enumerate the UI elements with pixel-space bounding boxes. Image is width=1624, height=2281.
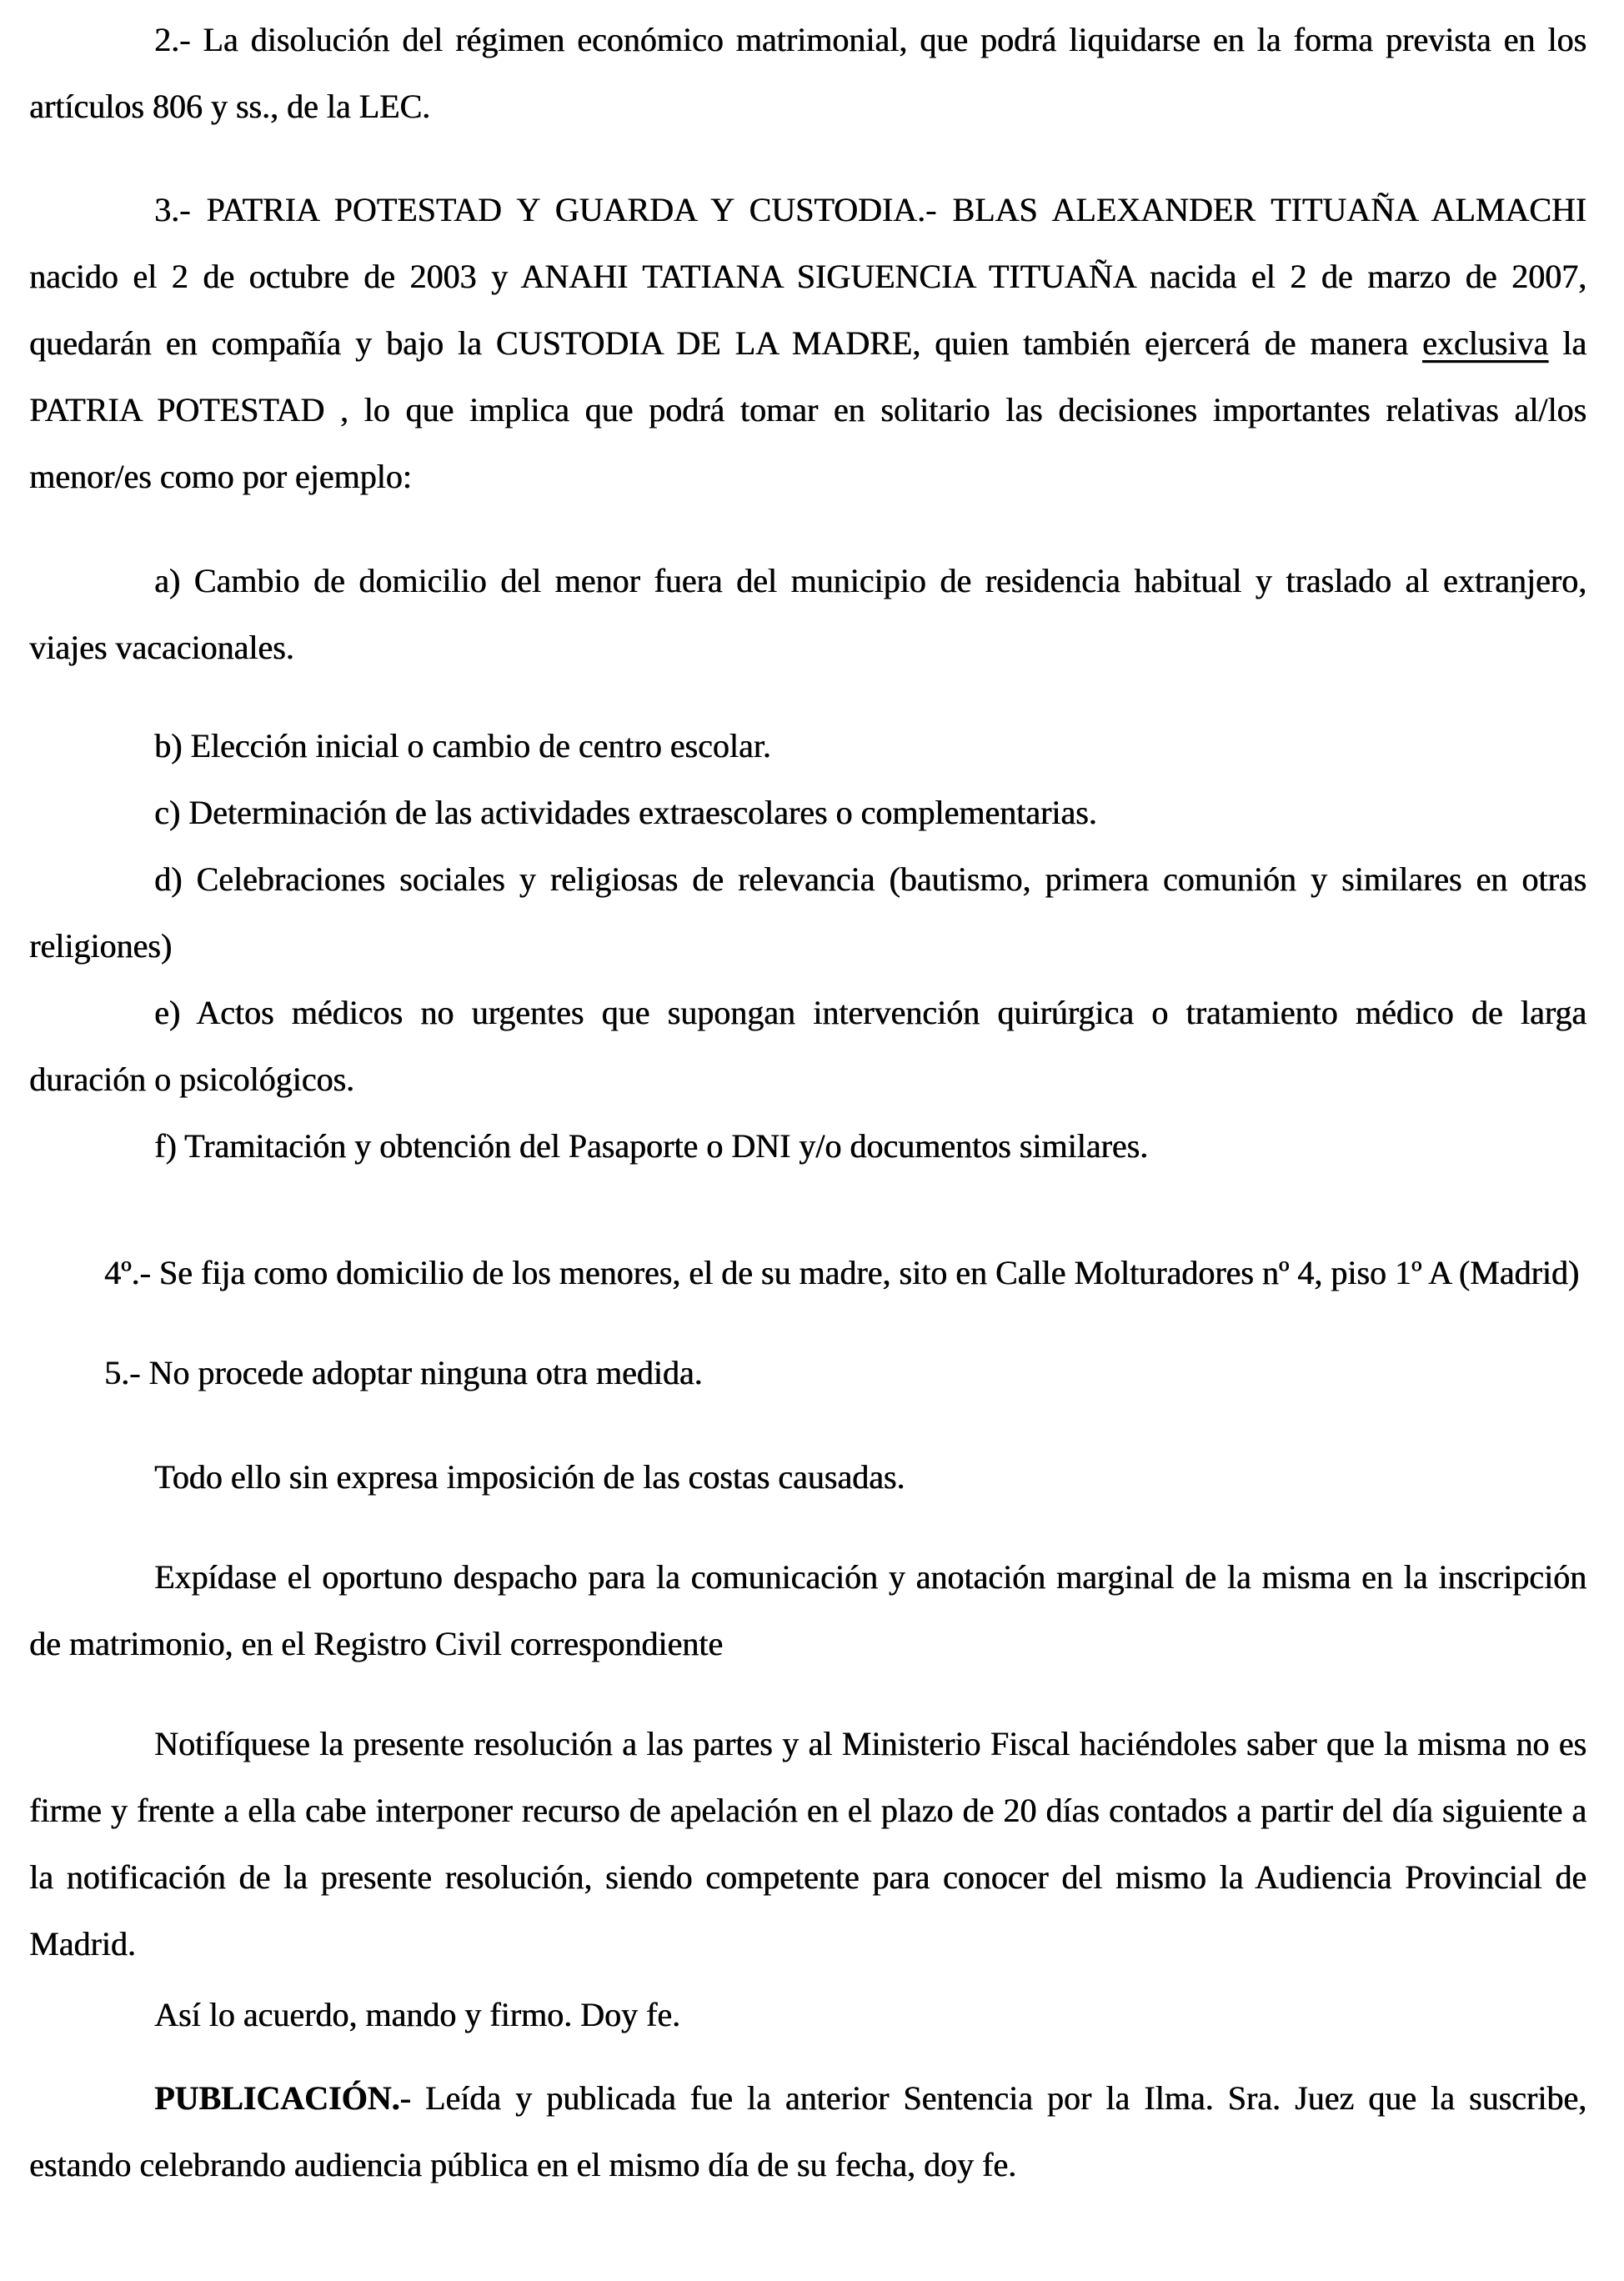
paragraph-publicacion — [29, 2065, 1586, 2198]
paragraph-3-lead: 3.- PATRIA POTESTAD Y GUARDA Y CUSTODIA.- BLAS ALEXANDER TITUAÑA ALMACHI nacido el 2 de octubre de 2003 y ANAHI TATIANA SIGUENCIA TITUAÑA nacida el 2 de marzo de 2007, quedarán en compañía y bajo la CUSTODIA DE LA MADRE, quien también ejercerá de manera — [29, 191, 1586, 362]
publicacion-heading: PUBLICACIÓN.- — [154, 2079, 411, 2117]
list-item-d-celebraciones: d) Celebraciones sociales y religiosas de relevancia (bautismo, primera comunión y similares en otras religiones) — [29, 860, 1586, 965]
paragraph-4-domicilio-menores: 4º.- Se fija como domicilio de los menores, el de su madre, sito en Calle Molturadores nº 4, piso 1º A (Madrid) — [104, 1254, 1580, 1291]
list-item-f-pasaporte-dni: f) Tramitación y obtención del Pasaporte o DNI y/o documentos similares. — [154, 1127, 1149, 1165]
publicacion-body: Leída y publicada fue la anterior Sentencia por la Ilma. Sra. Juez que la suscribe, estando celebrando audiencia pública en el mismo día de su fecha, doy fe. — [29, 2079, 1586, 2183]
paragraph-5-ninguna-otra-medida: 5.- No procede adoptar ninguna otra medida. — [104, 1354, 703, 1391]
paragraph-3-patria-potestad — [29, 177, 1586, 510]
list-item-b-centro-escolar: b) Elección inicial o cambio de centro escolar. — [154, 727, 771, 765]
list-item-e-actos-medicos: e) Actos médicos no urgentes que supongan intervención quirúrgica o tratamiento médico de larga duración o psicológicos. — [29, 994, 1586, 1098]
list-item-c-actividades-extraescolares: c) Determinación de las actividades extraescolares o complementarias. — [154, 794, 1097, 831]
underlined-word-exclusiva: exclusiva — [1422, 324, 1549, 362]
paragraph-costas: Todo ello sin expresa imposición de las costas causadas. — [154, 1458, 905, 1496]
list-item-a-cambio-domicilio: a) Cambio de domicilio del menor fuera del municipio de residencia habitual y traslado al extranjero, viajes vacacionales. — [29, 562, 1586, 666]
paragraph-notifiquese-resolucion: Notifíquese la presente resolución a las partes y al Ministerio Fiscal haciéndoles saber que la misma no es firme y frente a ella cabe interponer recurso de apelación en el plazo de 20 días contados a partir del día siguiente a la notificación de la presente resolución, siendo competente para conocer del mismo la Audiencia Provincial de Madrid. — [29, 1725, 1586, 1963]
paragraph-3-tail: la PATRIA POTESTAD , lo que implica que podrá tomar en solitario las decisiones importantes relativas al/los menor/es como por ejemplo: — [29, 324, 1586, 495]
paragraph-2-disolucion-regimen: 2.- La disolución del régimen económico matrimonial, que podrá liquidarse en la forma prevista en los artículos 806 y ss., de la LEC. — [29, 21, 1586, 125]
paragraph-expidase-despacho: Expídase el oportuno despacho para la comunicación y anotación marginal de la misma en la inscripción de matrimonio, en el Registro Civil correspondiente — [29, 1558, 1586, 1662]
paragraph-asi-lo-acuerdo: Así lo acuerdo, mando y firmo. Doy fe. — [154, 1996, 680, 2033]
